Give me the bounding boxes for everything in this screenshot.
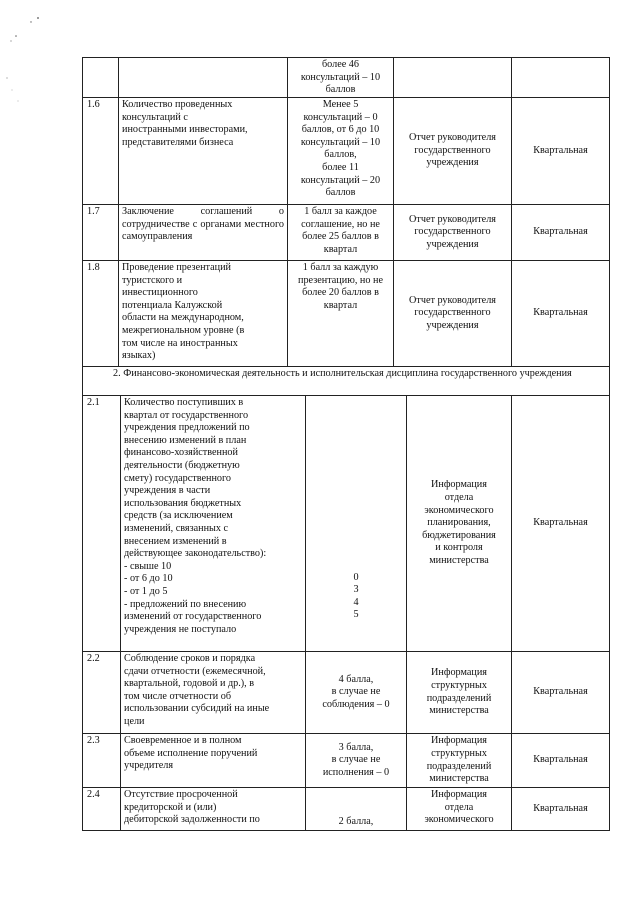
- table-row: [82, 57, 610, 98]
- criterion-score-cell: [305, 396, 406, 651]
- criterion-period: Квартальная: [511, 788, 609, 830]
- criterion-period: [511, 58, 609, 97]
- criterion-name: Заключение соглашений о сотрудничестве с органами местного самоуправления: [118, 205, 287, 260]
- criterion-score: 1 балл за каждое соглашение, но не более 25 баллов в квартал: [287, 205, 393, 260]
- row-number: 2.4: [87, 789, 100, 800]
- row-number: 1.7: [87, 206, 100, 217]
- table-row: [82, 734, 610, 788]
- criterion-name: Отсутствие просроченной кредиторской и (или) дебиторской задолженности по: [120, 788, 305, 830]
- criterion-name: Количество поступивших в квартал от государственного учреждения предложений по внесению изменений в план финансово-хозяйственной деятельности (бюджетную смету) государственного учреждения в части использования бюджетных средств (за исключением изменений, связанных с внесением изменений в действующее законодательство): - свыше 10 - от 6 до 10 - от 1 до 5 - предложений по внесению изменений от государственного учреждения не поступало: [120, 396, 305, 651]
- criterion-source: Информация отдела экономического планирования, бюджетирования и контроля министерства: [406, 396, 511, 651]
- row-number: 2.1: [87, 397, 100, 408]
- criterion-score: 4 балла, в случае не соблюдения – 0: [305, 652, 406, 733]
- table-row: [82, 788, 610, 831]
- criterion-score: 1 балл за каждую презентацию, но не более 20 баллов в квартал: [287, 261, 393, 366]
- criteria-table: [82, 57, 610, 831]
- row-number: 2.3: [87, 735, 100, 746]
- row-number: 2.2: [87, 653, 100, 664]
- criterion-source: Информация отдела экономического: [406, 788, 511, 830]
- table-row: [82, 98, 610, 205]
- criterion-source: Информация структурных подразделений министерства: [406, 734, 511, 787]
- criterion-name: Проведение презентаций туристского и инвестиционного потенциала Калужской области на международном, межрегиональном уровне (в том числе на иностранных языках): [118, 261, 287, 366]
- criterion-name: Соблюдение сроков и порядка сдачи отчетности (ежемесячной, квартальной, годовой и др.), в том числе отчетности об использовании субсидий на иные цели: [120, 652, 305, 733]
- section-heading-row: [82, 367, 610, 396]
- criterion-source: Отчет руководителя государственного учреждения: [393, 205, 511, 260]
- score-value: 5: [353, 609, 359, 621]
- criterion-source: [393, 58, 511, 97]
- row-number: [83, 58, 118, 97]
- criterion-period: Квартальная: [511, 261, 609, 366]
- criterion-source: Отчет руководителя государственного учреждения: [393, 98, 511, 204]
- criterion-period: Квартальная: [511, 734, 609, 787]
- criterion-period: Квартальная: [511, 205, 609, 260]
- score-value: 3: [353, 584, 359, 596]
- criterion-name: [118, 58, 287, 97]
- table-row: [82, 261, 610, 367]
- criterion-score: Менее 5 консультаций – 0 баллов, от 6 до 10 консультаций – 10 баллов, более 11 консультаций – 20 баллов: [287, 98, 393, 204]
- table-row: [82, 652, 610, 734]
- row-number: 1.6: [87, 99, 100, 110]
- criterion-score: более 46 консультаций – 10 баллов: [287, 58, 393, 97]
- criterion-score: 3 балла, в случае не исполнения – 0: [305, 734, 406, 787]
- criterion-period: Квартальная: [511, 396, 609, 651]
- criterion-source: Отчет руководителя государственного учреждения: [393, 261, 511, 366]
- scan-specks: [4, 8, 44, 108]
- criterion-name: Количество проведенных консультаций с иностранными инвесторами, представителями бизнеса: [118, 98, 287, 204]
- row-number: 1.8: [87, 262, 100, 273]
- criterion-source: Информация структурных подразделений министерства: [406, 652, 511, 733]
- table-row: [82, 205, 610, 261]
- criterion-score: 2 балла,: [305, 788, 406, 830]
- score-value: 4: [353, 596, 359, 608]
- section-heading: 2. Финансово-экономическая деятельность и исполнительская дисциплина государственного учреждения: [113, 368, 572, 379]
- criterion-period: Квартальная: [511, 652, 609, 733]
- table-row: [82, 396, 610, 652]
- criterion-name: Своевременное и в полном объеме исполнение поручений учредителя: [120, 734, 305, 787]
- score-value: 0: [353, 571, 359, 583]
- criterion-period: Квартальная: [511, 98, 609, 204]
